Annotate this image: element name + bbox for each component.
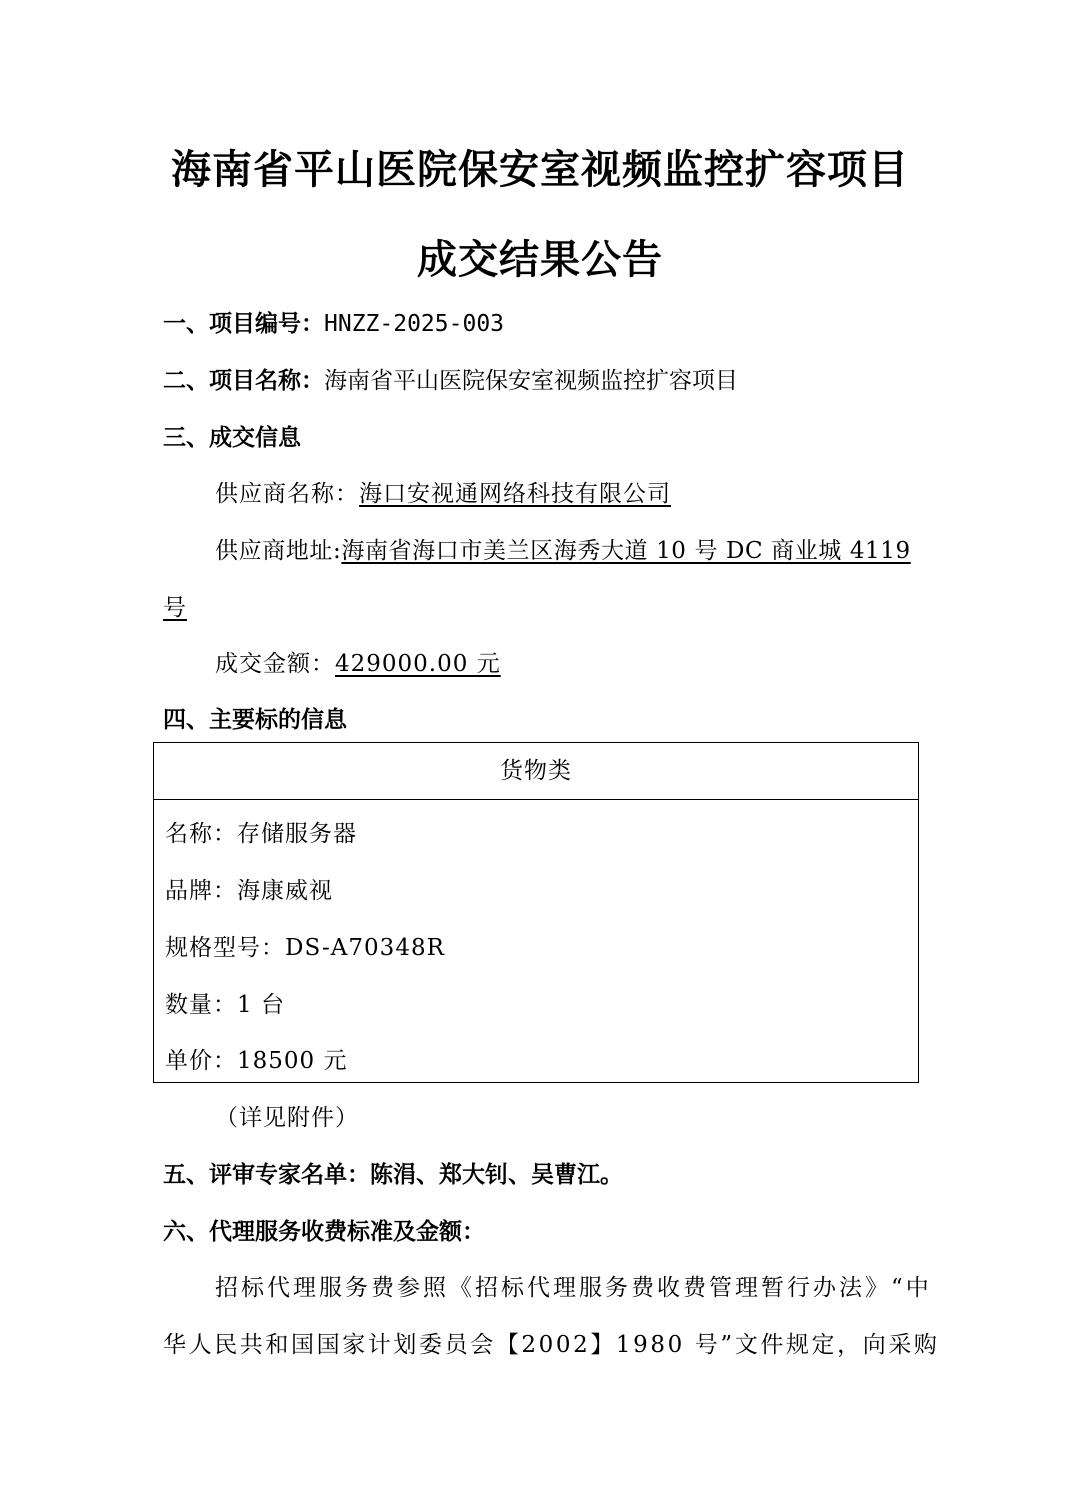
announcement-title-line1: 海南省平山医院保安室视频监控扩容项目 [171, 147, 909, 193]
supplier-address-row [215, 532, 911, 565]
supplier-address-value: 海南省海口市美兰区海秀大道 10 号 DC 商业城 4119 [341, 538, 911, 564]
deal-amount-value: 429000.00 元 [335, 651, 501, 677]
project-name-label: 二、项目名称： [163, 368, 324, 394]
project-number-label: 一、项目编号： [163, 311, 324, 337]
agency-fee-heading: 六、代理服务收费标准及金额： [163, 1219, 485, 1245]
experts-row [163, 1156, 623, 1189]
table-row-quantity: 数量：1 台 [165, 992, 285, 1018]
goods-table-header: 货物类 [154, 743, 918, 800]
table-row-name: 名称：存储服务器 [165, 821, 357, 847]
agency-fee-paragraph-line2: 华人民共和国国家计划委员会【2002】1980 号”文件规定，向采购 [163, 1332, 940, 1358]
project-name-value: 海南省平山医院保安室视频监控扩容项目 [324, 368, 738, 394]
main-items-heading: 四、主要标的信息 [163, 707, 347, 733]
project-number-row [163, 305, 504, 338]
supplier-name-label: 供应商名称： [215, 481, 359, 507]
deal-amount-row [215, 645, 501, 678]
supplier-name-value: 海口安视通网络科技有限公司 [359, 481, 671, 507]
project-number-value: HNZZ-2025-003 [324, 311, 505, 337]
experts-label: 五、评审专家名单： [163, 1162, 370, 1188]
deal-amount-label: 成交金额： [215, 651, 335, 677]
attachment-note: （详见附件） [215, 1105, 359, 1131]
table-row-model: 规格型号：DS-A70348R [165, 935, 445, 961]
agency-fee-paragraph-line1: 招标代理服务费参照《招标代理服务费收费管理暂行办法》“中 [215, 1275, 932, 1301]
table-row-brand: 品牌：海康威视 [165, 878, 333, 904]
experts-value: 陈涓、郑大钊、吴曹江。 [370, 1162, 623, 1188]
table-row-unit-price: 单价：18500 元 [165, 1048, 348, 1074]
supplier-address-label: 供应商地址: [215, 538, 342, 564]
deal-info-heading: 三、成交信息 [163, 425, 301, 451]
announcement-title-line2: 成交结果公告 [417, 237, 663, 283]
project-name-row [163, 362, 738, 395]
supplier-name-row [215, 475, 671, 508]
supplier-address-continuation: 号 [163, 595, 187, 621]
goods-table [153, 742, 919, 1083]
